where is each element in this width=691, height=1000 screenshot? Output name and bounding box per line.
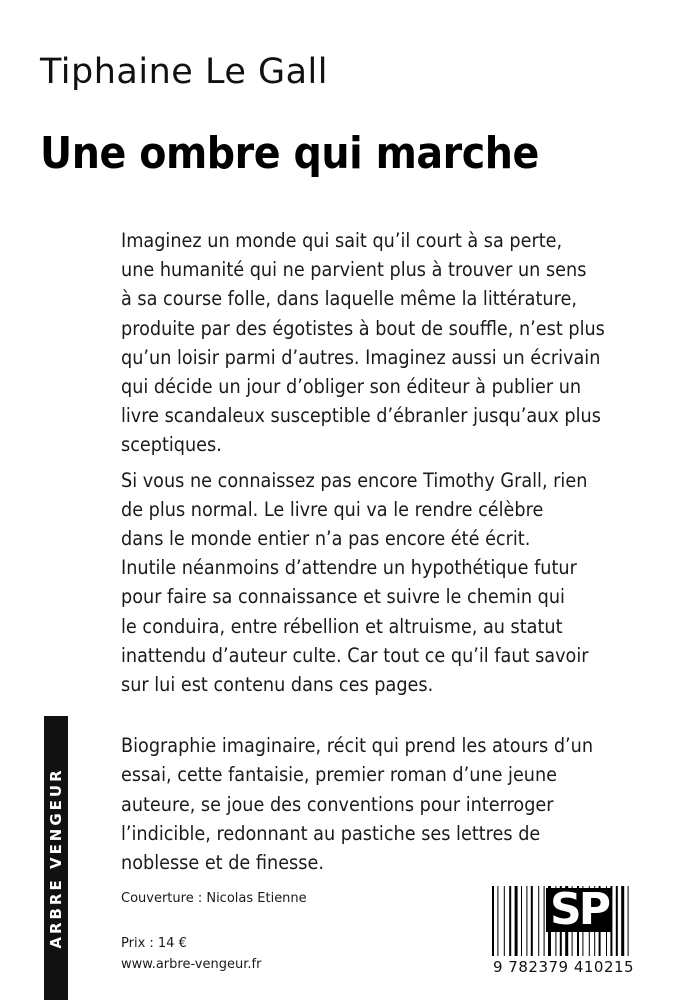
blurb-line: livre scandaleux susceptible d’ébranler jusqu’aux plus [121, 404, 601, 428]
blurb-line: Inutile néanmoins d’attendre un hypothétique futur [121, 556, 577, 580]
cover-credit: Couverture : Nicolas Etienne [121, 891, 307, 906]
publisher-spine-label [44, 716, 68, 1000]
blurb-line: auteure, se joue des conventions pour interroger [121, 792, 554, 816]
blurb-line: sur lui est contenu dans ces pages. [121, 673, 434, 697]
blurb-line: essai, cette fantaisie, premier roman d’une jeune [121, 763, 558, 787]
blurb-line: qu’un loisir parmi d’autres. Imaginez aussi un écrivain [121, 345, 601, 369]
blurb-line: produite par des égotistes à bout de souffle, n’est plus [121, 316, 605, 340]
blurb-line: pour faire sa connaissance et suivre le chemin qui [121, 585, 565, 609]
author-name: Tiphaine Le Gall [40, 52, 328, 92]
blurb-line: qui décide un jour d’obliger son éditeur à publier un [121, 375, 582, 399]
barcode-logo: SP [546, 888, 612, 932]
price: Prix : 14 € [121, 936, 187, 951]
blurb-line: dans le monde entier n’a pas encore été écrit. [121, 527, 531, 551]
publisher-name: ARBRE VENGEUR [47, 767, 65, 949]
blurb-paragraph-2 [121, 466, 622, 700]
blurb-line: le conduira, entre rébellion et altruisme, au statut [121, 614, 563, 638]
blurb-paragraph-1 [121, 226, 622, 460]
blurb-line: Imaginez un monde qui sait qu’il court à sa perte, [121, 229, 563, 252]
blurb-paragraph-3 [121, 731, 622, 877]
blurb-line: de plus normal. Le livre qui va le rendre célèbre [121, 497, 544, 521]
blurb-line: sceptiques. [121, 433, 222, 457]
blurb-line: l’indicible, redonnant au pastiche ses lettres de [121, 821, 541, 845]
book-title: Une ombre qui marche [40, 128, 539, 179]
blurb-line: Si vous ne connaissez pas encore Timothy Grall, rien [121, 468, 588, 492]
blurb-line: inattendu d’auteur culte. Car tout ce qu’il faut savoir [121, 643, 589, 667]
blurb-line: à sa course folle, dans laquelle même la littérature, [121, 287, 577, 311]
blurb-line: une humanité qui ne parvient plus à trouver un sens [121, 258, 587, 282]
blurb-line: noblesse et de finesse. [121, 851, 324, 875]
blurb-line: Biographie imaginaire, récit qui prend les atours d’un [121, 734, 594, 758]
publisher-url: www.arbre-vengeur.fr [121, 957, 262, 972]
barcode-number: 9 782379 410215 [493, 958, 635, 976]
blurb [121, 226, 622, 877]
